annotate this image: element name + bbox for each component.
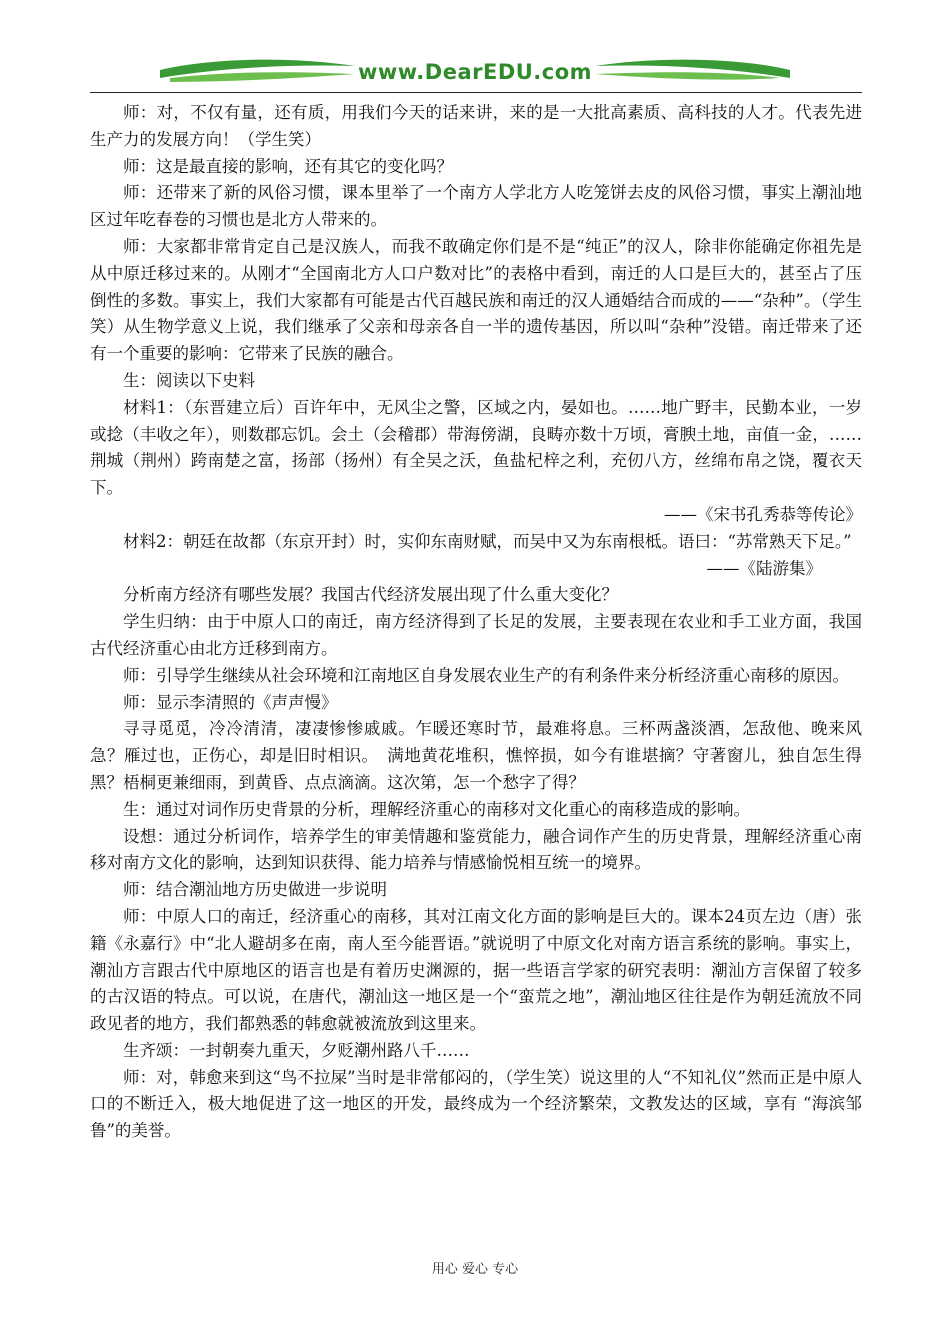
paragraph: 师：这是最直接的影响，还有其它的变化吗？ xyxy=(123,156,453,176)
site-header xyxy=(90,52,860,92)
header-divider xyxy=(90,92,862,93)
poem-text: 寻寻觅觅，冷冷清清，凄凄惨惨戚戚。乍暖还寒时节，最难将息。三杯两盏淡酒，怎敌他、晚来风急？雁过也，正伤心，却是旧时相识。 满地黄花堆积，憔悴损，如今有谁堪摘？守著窗儿，独自怎生得黑？梧桐更兼细雨，到黄昏、点点滴滴。这次第，怎一个愁字了得？ xyxy=(90,719,862,792)
site-logo-text: www.DearEDU.com xyxy=(357,60,593,84)
paragraph: 师：显示李清照的《声声慢》 xyxy=(123,692,338,712)
quote-material-1: 材料1：（东晋建立后）百许年中，无风尘之警，区域之内，晏如也。……地广野丰，民勤本业，一岁或捻（丰收之年），则数郡忘饥。会土（会稽郡）带海傍湖，良畴亦数十万顷，膏腴土地，亩值一金，……荆城（荆州）跨南楚之富，扬部（扬州）有全吴之沃，鱼盐杞梓之利，充仞八方，丝绵布帛之饶，覆衣天下。 xyxy=(90,397,862,498)
paragraph: 师：对，不仅有量，还有质，用我们今天的话来讲，来的是一大批高素质、高科技的人才。代表先进生产力的发展方向！（学生笑） xyxy=(90,103,862,149)
paragraph: 生：通过对词作历史背景的分析，理解经济重心的南移对文化重心的南移造成的影响。 xyxy=(123,799,750,819)
paragraph: 生齐颂：一封朝奏九重天，夕贬潮州路八千…… xyxy=(123,1040,470,1060)
paragraph: 生：阅读以下史料 xyxy=(123,370,255,390)
quote-source: ——《宋书孔秀恭等传论》 xyxy=(664,504,862,524)
paragraph: 师：对，韩愈来到这“鸟不拉屎”当时是非常郁闷的，（学生笑）说这里的人“不知礼仪”然而正是中原人口的不断迁入，极大地促进了这一地区的开发，最终成为一个经济繁荣，文教发达的区域，享有 “海滨邹鲁”的美誉。 xyxy=(90,1067,862,1141)
document-body xyxy=(90,100,862,1145)
paragraph: 师：引导学生继续从社会环境和江南地区自身发展农业生产的有利条件来分析经济重心南移的原因。 xyxy=(123,665,849,685)
paragraph: 师：大家都非常肯定自己是汉族人，而我不敢确定你们是不是“纯正”的汉人，除非你能确定你祖先是从中原迁移过来的。从刚才“全国南北方人口户数对比”的表格中看到，南迁的人口是巨大的，甚至占了压倒性的多数。事实上，我们大家都有可能是古代百越民族和南迁的汉人通婚结合而成的——“杂种”。（学生笑）从生物学意义上说，我们继承了父亲和母亲各自一半的遗传基因，所以叫“杂种”没错。南迁带来了还有一个重要的影响：它带来了民族的融合。 xyxy=(90,236,862,364)
paragraph: 师：还带来了新的风俗习惯，课本里举了一个南方人学北方人吃笼饼去皮的风俗习惯，事实上潮汕地区过年吃春卷的习惯也是北方人带来的。 xyxy=(90,183,862,230)
quote-material-2: 材料2：朝廷在故都（东京开封）时，实仰东南财赋，而吴中又为东南根柢。语曰：“苏常熟天下足。” xyxy=(123,531,852,551)
paragraph: 师：中原人口的南迁，经济重心的南移，其对江南文化方面的影响是巨大的。课本24页左边（唐）张籍《永嘉行》中“北人避胡多在南，南人至今能晋语。”就说明了中原文化对南方语言系统的影响。事实上，潮汕方言跟古代中原地区的语言也是有着历史渊源的，据一些语言学家的研究表明：潮汕方言保留了较多的古汉语的特点。可以说，在唐代，潮汕这一地区是一个“蛮荒之地”，潮汕地区往往是作为朝廷流放不同政见者的地方，我们都熟悉的韩愈就被流放到这里来。 xyxy=(90,906,862,1034)
paragraph: 学生归纳：由于中原人口的南迁，南方经济得到了长足的发展，主要表现在农业和手工业方面，我国古代经济重心由北方迁移到南方。 xyxy=(90,612,862,658)
paragraph: 师：结合潮汕地方历史做进一步说明 xyxy=(123,880,387,900)
page-footer: 用心 爱心 专心 xyxy=(431,1262,519,1277)
paragraph: 分析南方经济有哪些发展？我国古代经济发展出现了什么重大变化？ xyxy=(123,585,618,605)
paragraph: 设想：通过分析词作，培养学生的审美情趣和鉴赏能力，融合词作产生的历史背景，理解经济重心南移对南方文化的影响，达到知识获得、能力培养与情感愉悦相互统一的境界。 xyxy=(90,826,862,873)
quote-source: ——《陆游集》 xyxy=(706,558,822,578)
